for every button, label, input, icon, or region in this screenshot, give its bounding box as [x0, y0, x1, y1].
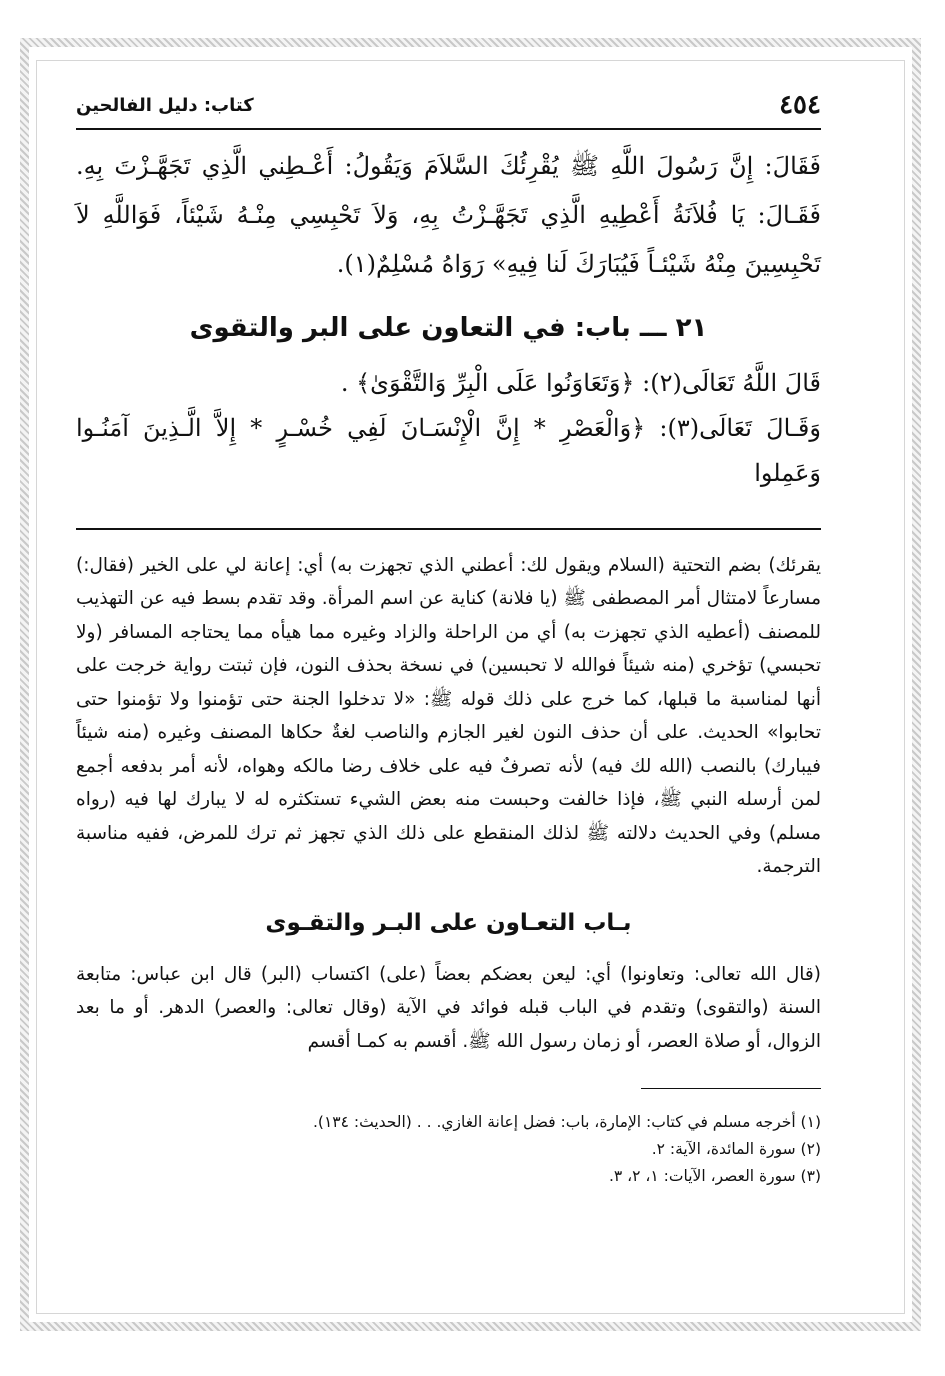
sub-heading: بـاب التعـاون على البـر والتقـوى: [265, 909, 632, 936]
footnote-3: (٣) سورة العصر، الآيات: ١، ٢، ٣.: [608, 1167, 821, 1185]
section-divider: [76, 528, 821, 530]
page-header: [76, 82, 821, 130]
verse-2: وَقَـالَ تَعَالَى(٣): ﴿وَالْعَصْرِ * إِنَّ الْإِنْسَـانَ لَفِي خُسْـرٍ * إِلاَّ الَّـذِينَ آمَنُـوا وَعَمِلوا: [76, 414, 821, 487]
commentary-paragraph-2: (قال الله تعالى: وتعاونوا) أي: ليعن بعضكم بعضاً (على) اكتساب (البر) قال ابن عباس: متابعة السنة (والتقوى) وتقدم في الباب قبله فوائد في الآية (وقال تعالى: والعصر) الدهر. أو ما بعد الزوال، أو صلاة العصر، أو زمان رسول الله ﷺ. أقسم به كمـا أقسم: [76, 963, 821, 1052]
footnotes: [76, 1109, 821, 1190]
page-number: ٤٥٤: [779, 90, 821, 120]
commentary-paragraph-1: يقرئك) بضم التحتية (السلام ويقول لك: أعطني الذي تجهزت به) أي: إعانة لي على الخير (فقال:) مسارعاً لامتثال أمر المصطفى ﷺ (يا فلانة) كناية عن اسم المرأة. وقد تقدم بسط فيه عن التهذيب للمصنف (أعطيه الذي تجهزت به) أي من الراحلة والزاد وغيره مما هيأه مما يحتاجه المسافر (ولا تحبسي) تؤخري (منه شيئاً فوالله لا تحبسين) في نسخة بحذف النون، فإن ثبتت رواية خرجت على أنها لمناسبة ما قبلها، كما خرج على ذلك قوله ﷺ: «لا تدخلوا الجنة حتى تؤمنوا ولا تؤمنوا حتى تحابوا» الحديث. على أن حذف النون لغير الجازم والناصب لغةٌ حكاها المصنف وغيره (منه شيئاً فيبارك) بالنصب (الله لك فيه) لأنه تصرفٌ فيه على خلاف رضا مالكه وهواه، لأنه أمر بدفعه أجمع لمن أرسله النبي ﷺ، فإذا خالفت وحبست منه بعض الشيء تستكثره له لا يبارك لها فيه (رواه مسلم) وفي الحديث دلالته ﷺ لذلك المنقطع على ذلك الذي تجهز ثم ترك للمرض، ففيه مناسبة الترجمة.: [76, 554, 821, 877]
footnote-2: (٢) سورة المائدة، الآية: ٢.: [651, 1140, 821, 1158]
verse-1: قَالَ اللَّهُ تَعَالَى(٢): ﴿وَتَعَاوَنُوا عَلَى الْبِرِّ وَالتَّقْوَىٰ﴾ .: [340, 369, 821, 397]
footnote-divider: [641, 1088, 821, 1089]
chapter-heading: ٢١ ـــ باب: في التعاون على البر والتقوى: [189, 313, 708, 343]
hadith-text: فَقَالَ: إِنَّ رَسُولَ اللَّهِ ﷺ يُقْرِئُكَ السَّلاَمَ وَيَقُولُ: أَعْـطِني الَّذِي تَجَهَّـزْتَ بِهِ. فَقَـالَ: يَا فُلاَنَةُ أَعْطِيهِ الَّذِي تَجَهَّـزْتُ بِهِ، وَلاَ تَحْبِسِي مِنْـهُ شَيْئاً، فَوَاللَّهِ لاَ تَحْبِسِينَ مِنْهُ شَيْئـاً فَيُبَارَكَ لَنا فِيهِ» رَوَاهُ مُسْلِمٌ(١).: [76, 152, 821, 278]
book-title: كتاب: دليل الفالحين: [76, 94, 254, 116]
footnote-1: (١) أخرجه مسلم في كتاب: الإمارة، باب: فضل إعانة الغازي. . . (الحديث: ١٣٤).: [312, 1113, 821, 1131]
page-content: [76, 82, 821, 1190]
